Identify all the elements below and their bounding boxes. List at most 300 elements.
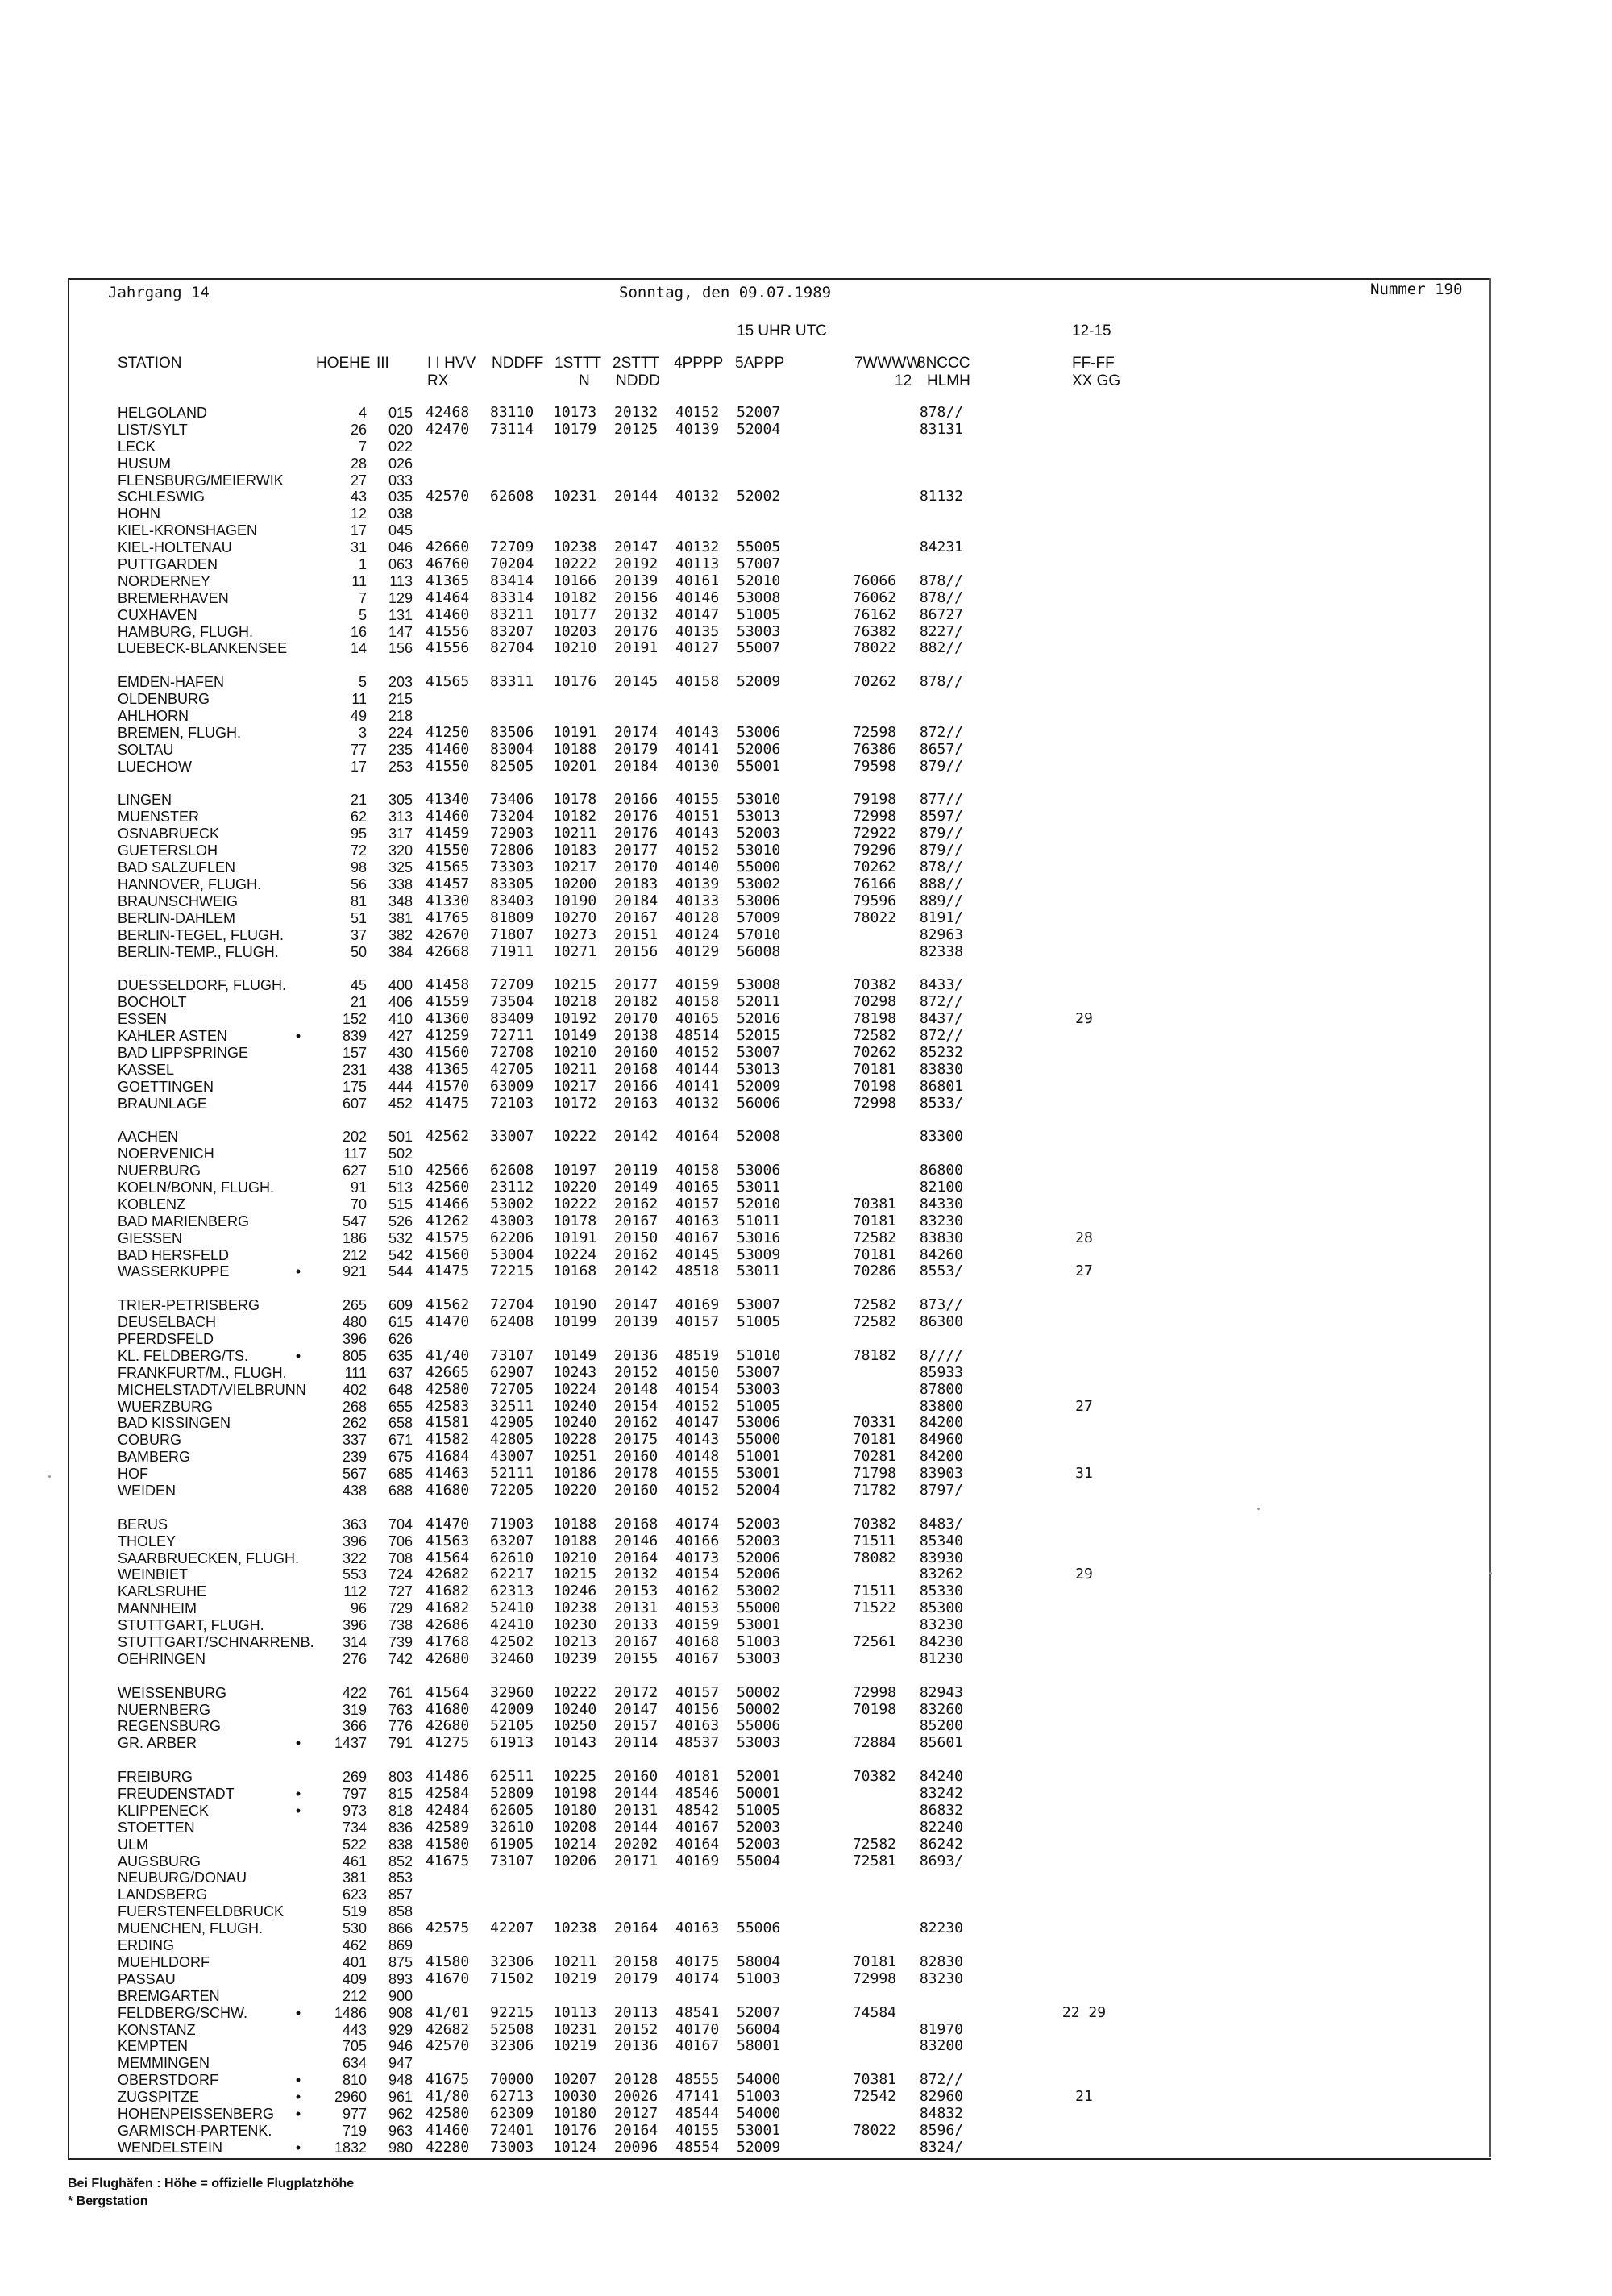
- group5-value: 40167: [675, 1229, 720, 1246]
- group3-value: 10273: [553, 926, 597, 943]
- group1-value: 42583: [426, 1398, 470, 1415]
- group4-value: 20160: [614, 1769, 659, 1786]
- station-index: 763: [388, 1701, 413, 1718]
- group8-value: 85300: [919, 1600, 963, 1617]
- report-frame-right-edge: [1489, 278, 1491, 2157]
- group2-value: 62907: [490, 1364, 534, 1381]
- group5-value: 47141: [675, 2089, 720, 2106]
- group2-value: 83311: [490, 674, 534, 691]
- group8-value: 879//: [919, 758, 963, 775]
- group2-value: [490, 439, 548, 455]
- row-spacer: [553, 1280, 611, 1297]
- group8-value: [903, 1870, 963, 1886]
- group3-value: [553, 1937, 611, 1954]
- group8-value: 8433/: [919, 977, 963, 994]
- group7-value: 76166: [852, 876, 896, 892]
- mountain-marker: [290, 422, 306, 439]
- group8-value: 83230: [919, 1212, 963, 1229]
- group5-value: 40145: [675, 1246, 720, 1263]
- group3-value: 10173: [553, 405, 597, 421]
- group6-value: 52008: [737, 1129, 781, 1146]
- group4-value: 20202: [614, 1836, 659, 1853]
- group3-value: 10215: [553, 1566, 597, 1583]
- group7-value: [838, 944, 896, 961]
- group2-value: 83409: [490, 1011, 534, 1028]
- group2-value: 62511: [490, 1769, 534, 1786]
- group4-value: 20157: [614, 1718, 659, 1735]
- group4-value: 20152: [614, 2021, 659, 2038]
- group2-value: [490, 1937, 548, 1954]
- group7-value: [838, 1365, 896, 1382]
- footnote-mountain-station: * Bergstation: [68, 2194, 148, 2208]
- ff-value: [1048, 1786, 1120, 1803]
- ff-value: [1048, 1769, 1120, 1786]
- group6-value: 52016: [737, 1011, 781, 1028]
- group4-value: 20156: [614, 943, 659, 960]
- row-spacer: [737, 657, 795, 674]
- station-name: LECK: [118, 438, 156, 455]
- group1-value: [426, 1903, 484, 1920]
- scan-speck: [1489, 1572, 1492, 1574]
- station-height: 77: [350, 741, 367, 758]
- station-name: NUERNBERG: [118, 1701, 211, 1718]
- station-height: 977: [342, 2105, 367, 2122]
- group3-value: 10143: [553, 1735, 597, 1752]
- mountain-marker: •: [295, 1802, 301, 1819]
- station-index: 203: [388, 674, 413, 691]
- station-height: 1832: [334, 2139, 367, 2156]
- group7-value: 72922: [852, 826, 896, 842]
- group8-value: 872//: [919, 994, 963, 1011]
- station-height: 7: [358, 438, 367, 455]
- group1-value: 41563: [426, 1533, 470, 1549]
- row-spacer: [314, 1499, 367, 1516]
- group4-value: 20171: [614, 1853, 659, 1870]
- mountain-marker: [290, 944, 306, 961]
- mountain-marker: [290, 1954, 306, 1971]
- ff-value: [1048, 691, 1120, 708]
- group1-value: 42680: [426, 1650, 470, 1667]
- mountain-marker: [290, 1163, 306, 1179]
- group2-value: 63009: [490, 1078, 534, 1095]
- group4-value: 20167: [614, 1212, 659, 1229]
- group3-value: 10188: [553, 1516, 597, 1533]
- station-height: 96: [350, 1600, 367, 1617]
- group1-value: 41560: [426, 1044, 470, 1061]
- group5-value: 40144: [675, 1061, 720, 1078]
- ff-value: [1048, 944, 1120, 961]
- mountain-marker: [290, 1600, 306, 1617]
- group6-value: 51011: [737, 1212, 781, 1229]
- group5-value: 40141: [675, 1078, 720, 1095]
- group8-value: 8597/: [919, 809, 963, 826]
- group4-value: 20166: [614, 792, 659, 809]
- group5-value: 40143: [675, 724, 720, 741]
- group7-value: 70381: [852, 1196, 896, 1212]
- group3-value: 10180: [553, 2105, 597, 2122]
- group7-value: 79198: [852, 792, 896, 809]
- group4-value: 20166: [614, 1078, 659, 1095]
- station-index: 727: [388, 1583, 413, 1600]
- group7-value: [838, 1617, 896, 1634]
- row-spacer: [426, 776, 484, 792]
- station-index: 946: [388, 2038, 413, 2055]
- group8-value: 878//: [919, 589, 963, 606]
- group5-value: 40157: [675, 1196, 720, 1212]
- group3-value: 10231: [553, 2021, 597, 2038]
- group3-value: 10030: [553, 2089, 597, 2106]
- group5-value: [675, 708, 733, 725]
- mountain-marker: [290, 556, 306, 573]
- station-height: 45: [350, 977, 367, 994]
- group5-value: 40151: [675, 809, 720, 826]
- group1-value: 41486: [426, 1769, 470, 1786]
- row-spacer: [675, 960, 733, 977]
- group3-value: 10176: [553, 2122, 597, 2139]
- group4-value: 20163: [614, 1095, 659, 1112]
- station-name: BREMERHAVEN: [118, 589, 229, 606]
- row-spacer: [1048, 1752, 1120, 1769]
- mountain-marker: [290, 624, 306, 641]
- group1-value: 41680: [426, 1483, 470, 1499]
- row-spacer: [838, 1668, 896, 1685]
- group8-value: 85200: [919, 1718, 963, 1735]
- group2-value: 71911: [490, 943, 534, 960]
- group6-value: 55000: [737, 1432, 781, 1449]
- station-name: KOBLENZ: [118, 1196, 186, 1212]
- group2-value: 32306: [490, 1953, 534, 1970]
- group5-value: 40132: [675, 539, 720, 556]
- group4-value: 20144: [614, 1819, 659, 1836]
- group4-value: 20182: [614, 994, 659, 1011]
- group4-header: 2STTT NDDD: [613, 355, 660, 389]
- mountain-marker: [290, 1196, 306, 1213]
- group8-value: 888//: [919, 876, 963, 892]
- station-name: WEIDEN: [118, 1483, 176, 1499]
- group3-value: 10231: [553, 489, 597, 505]
- row-spacer: [903, 1752, 963, 1769]
- mountain-marker: •: [295, 1735, 301, 1752]
- station-index: 317: [388, 826, 413, 842]
- group8-value: 83903: [919, 1466, 963, 1483]
- group8-value: [903, 1146, 963, 1163]
- station-height: 396: [342, 1533, 367, 1549]
- group5-column: [675, 405, 733, 2157]
- mountain-marker: [290, 1937, 306, 1954]
- group6-value: 55004: [737, 1853, 781, 1870]
- group3-value: 10217: [553, 859, 597, 876]
- row-spacer: [614, 776, 672, 792]
- group7-value: 78082: [852, 1549, 896, 1566]
- group3-value: 10203: [553, 623, 597, 640]
- group6-value: [737, 1937, 795, 1954]
- station-name: OEHRINGEN: [118, 1650, 206, 1667]
- group5-value: 40152: [675, 1483, 720, 1499]
- row-spacer: [490, 1752, 548, 1769]
- group3-value: 10186: [553, 1466, 597, 1483]
- group4-value: 20113: [614, 2004, 659, 2021]
- group4-value: [614, 472, 672, 489]
- group2-value: 72708: [490, 1044, 534, 1061]
- mountain-marker: [290, 742, 306, 759]
- station-height: 231: [342, 1061, 367, 1078]
- group1-value: [426, 439, 484, 455]
- mountain-marker: [290, 1583, 306, 1600]
- group4-value: [614, 455, 672, 472]
- mountain-marker: [290, 522, 306, 539]
- station-index: 929: [388, 2021, 413, 2038]
- group7-value: 78022: [852, 909, 896, 926]
- ff-value: [1048, 1382, 1120, 1399]
- group7-value: [838, 1937, 896, 1954]
- group6-value: [737, 522, 795, 539]
- group1-value: 41470: [426, 1314, 470, 1331]
- row-spacer: [675, 776, 733, 792]
- mountain-marker: [290, 472, 306, 489]
- group1-value: [426, 2055, 484, 2072]
- group5-value: 48542: [675, 1802, 720, 1819]
- group3-value: 10224: [553, 1246, 597, 1263]
- station-name: GUETERSLOH: [118, 842, 218, 859]
- group1-value: [426, 1331, 484, 1348]
- group2-value: 73114: [490, 421, 534, 438]
- group6-value: 53007: [737, 1364, 781, 1381]
- station-index: 348: [388, 892, 413, 909]
- group2-value: 42207: [490, 1920, 534, 1937]
- ff-value: [1048, 1600, 1120, 1617]
- station-index: 791: [388, 1735, 413, 1752]
- group8-value: [903, 1886, 963, 1903]
- group6-value: 52009: [737, 674, 781, 691]
- station-name: OSNABRUECK: [118, 826, 220, 842]
- group6-value: [737, 455, 795, 472]
- station-index: 729: [388, 1600, 413, 1617]
- group8-value: 86832: [919, 1802, 963, 1819]
- group8-value: 82960: [919, 2089, 963, 2106]
- group4-value: 20178: [614, 1466, 659, 1483]
- station-height: 21: [350, 994, 367, 1011]
- station-height: 5: [358, 674, 367, 691]
- group2-value: [490, 522, 548, 539]
- group8-value: 8553/: [919, 1263, 963, 1280]
- hoehe-column: [314, 405, 367, 2157]
- group2-value: 62206: [490, 1229, 534, 1246]
- mountain-marker: [290, 725, 306, 742]
- group3-value: [553, 1146, 611, 1163]
- group3-value: 10224: [553, 1381, 597, 1398]
- station-height: 98: [350, 859, 367, 876]
- station-height: 111: [344, 1364, 367, 1381]
- station-index: 866: [388, 1920, 413, 1937]
- station-index: 253: [388, 758, 413, 775]
- row-spacer: [290, 960, 306, 977]
- mountain-marker: [290, 573, 306, 590]
- group8-value: [903, 439, 963, 455]
- station-height: 422: [342, 1684, 367, 1701]
- mountain-marker: [290, 1971, 306, 1988]
- ff-value: [1048, 759, 1120, 776]
- group2-value: 32460: [490, 1650, 534, 1667]
- group8-value: [903, 1988, 963, 2005]
- station-name: BAD LIPPSPRINGE: [118, 1044, 249, 1061]
- group3-value: [553, 472, 611, 489]
- row-spacer: [118, 1112, 319, 1129]
- group5-value: 40162: [675, 1583, 720, 1600]
- group5-value: [675, 1870, 733, 1886]
- group5-value: [675, 472, 733, 489]
- station-height: 401: [342, 1953, 367, 1970]
- group6-value: [737, 691, 795, 708]
- mountain-marker: [290, 1079, 306, 1096]
- group1-value: 41470: [426, 1516, 470, 1533]
- group8-value: 86801: [919, 1078, 963, 1095]
- group5-value: 40132: [675, 1095, 720, 1112]
- mountain-marker: [290, 1449, 306, 1466]
- ff-value: [1048, 1634, 1120, 1651]
- ff-value: [1048, 1886, 1120, 1903]
- row-spacer: [118, 1668, 319, 1685]
- station-height: 51: [350, 909, 367, 926]
- group1-value: 41360: [426, 1011, 470, 1028]
- group1-value: 41675: [426, 2072, 470, 2089]
- group6-value: 52011: [737, 994, 781, 1011]
- group4-value: 20132: [614, 606, 659, 623]
- group5-value: 40157: [675, 1314, 720, 1331]
- group2-value: [490, 1146, 548, 1163]
- station-index: 510: [388, 1163, 413, 1179]
- station-index: 688: [388, 1483, 413, 1499]
- station-height: 269: [342, 1769, 367, 1786]
- group6-value: 50002: [737, 1684, 781, 1701]
- group5-value: 48514: [675, 1027, 720, 1044]
- ff-value: [1048, 1045, 1120, 1062]
- group4-value: 20158: [614, 1953, 659, 1970]
- group1-value: [426, 1937, 484, 1954]
- group1-value: 41460: [426, 606, 470, 623]
- group8-value: 83800: [919, 1398, 963, 1415]
- station-name: AHLHORN: [118, 708, 189, 725]
- group3-value: 10222: [553, 1684, 597, 1701]
- station-name: SOLTAU: [118, 741, 174, 758]
- mountain-marker: [290, 505, 306, 522]
- ff-value: [1048, 1129, 1120, 1146]
- station-name: DUESSELDORF, FLUGH.: [118, 977, 287, 994]
- group6-value: 51003: [737, 2089, 781, 2106]
- group4-value: 20174: [614, 724, 659, 741]
- group1-value: 41581: [426, 1415, 470, 1432]
- group6-value: 53007: [737, 1297, 781, 1314]
- group2-value: 62217: [490, 1566, 534, 1583]
- group1-value: 42468: [426, 405, 470, 421]
- mountain-marker: [290, 759, 306, 776]
- group7-value: 72582: [852, 1836, 896, 1853]
- group2-value: 83506: [490, 724, 534, 741]
- group6-value: 51001: [737, 1449, 781, 1466]
- group1-value: 41560: [426, 1246, 470, 1263]
- group4-value: 20127: [614, 2105, 659, 2122]
- group2-value: 83004: [490, 741, 534, 758]
- group7-value: [838, 2106, 896, 2123]
- station-index: 038: [388, 505, 413, 522]
- group7-value: [838, 1920, 896, 1937]
- group4-value: 20164: [614, 1549, 659, 1566]
- group2-value: 62309: [490, 2105, 534, 2122]
- group6-column: [737, 405, 795, 2157]
- group5-value: 40175: [675, 1953, 720, 1970]
- group1-value: [426, 1988, 484, 2005]
- station-index: 384: [388, 943, 413, 960]
- group6-value: 55001: [737, 758, 781, 775]
- group5-value: 40113: [675, 556, 720, 573]
- group8-value: 86300: [919, 1314, 963, 1331]
- mountain-marker: [290, 1179, 306, 1196]
- group1-value: 46760: [426, 556, 470, 573]
- group7-value: 70181: [852, 1061, 896, 1078]
- group4-value: 20132: [614, 405, 659, 421]
- group2-value: 72215: [490, 1263, 534, 1280]
- row-spacer: [1048, 960, 1120, 977]
- group3-value: 10211: [553, 1061, 597, 1078]
- group1-value: [426, 1146, 484, 1163]
- group8-value: 83262: [919, 1566, 963, 1583]
- group2-value: 83207: [490, 623, 534, 640]
- station-index: 742: [388, 1650, 413, 1667]
- mountain-marker: [290, 607, 306, 624]
- mountain-marker: •: [295, 1027, 301, 1044]
- group8-value: [903, 708, 963, 725]
- group5-value: 40152: [675, 1044, 720, 1061]
- group5-value: 40157: [675, 1684, 720, 1701]
- station-height: 634: [342, 2055, 367, 2072]
- group6-value: [737, 505, 795, 522]
- row-spacer: [314, 1112, 367, 1129]
- station-height: 12: [350, 505, 367, 522]
- group3-value: 10238: [553, 1920, 597, 1937]
- group6-value: 51003: [737, 1970, 781, 1987]
- group8-value: 86727: [919, 606, 963, 623]
- station-name: NOERVENICH: [118, 1146, 214, 1163]
- group3-value: 10149: [553, 1027, 597, 1044]
- group8-value: 82830: [919, 1953, 963, 1970]
- station-height: 443: [342, 2021, 367, 2038]
- group4-value: 20156: [614, 589, 659, 606]
- row-spacer: [737, 960, 795, 977]
- station-height: 112: [343, 1583, 367, 1600]
- group7-value: [838, 472, 896, 489]
- group8-header: 8NCCC HLMH: [917, 355, 970, 389]
- row-spacer: [290, 776, 306, 792]
- group5-value: 40155: [675, 792, 720, 809]
- group6-value: 53011: [737, 1179, 781, 1196]
- group5-value: 40152: [675, 842, 720, 859]
- group5-value: 40141: [675, 741, 720, 758]
- group7-value: [838, 1146, 896, 1163]
- group1-value: 41768: [426, 1634, 470, 1651]
- group5-value: 40170: [675, 2021, 720, 2038]
- station-height: 547: [342, 1212, 367, 1229]
- ff-value: [1048, 1550, 1120, 1567]
- row-spacer: [1048, 1280, 1120, 1297]
- group5-value: 40169: [675, 1297, 720, 1314]
- station-index: 513: [388, 1179, 413, 1196]
- row-spacer: [426, 657, 484, 674]
- group4-value: 20164: [614, 2122, 659, 2139]
- group5-value: 40156: [675, 1701, 720, 1718]
- group8-value: 85330: [919, 1583, 963, 1600]
- mountain-marker: [290, 809, 306, 826]
- group1-value: 41330: [426, 892, 470, 909]
- group1-value: 41259: [426, 1027, 470, 1044]
